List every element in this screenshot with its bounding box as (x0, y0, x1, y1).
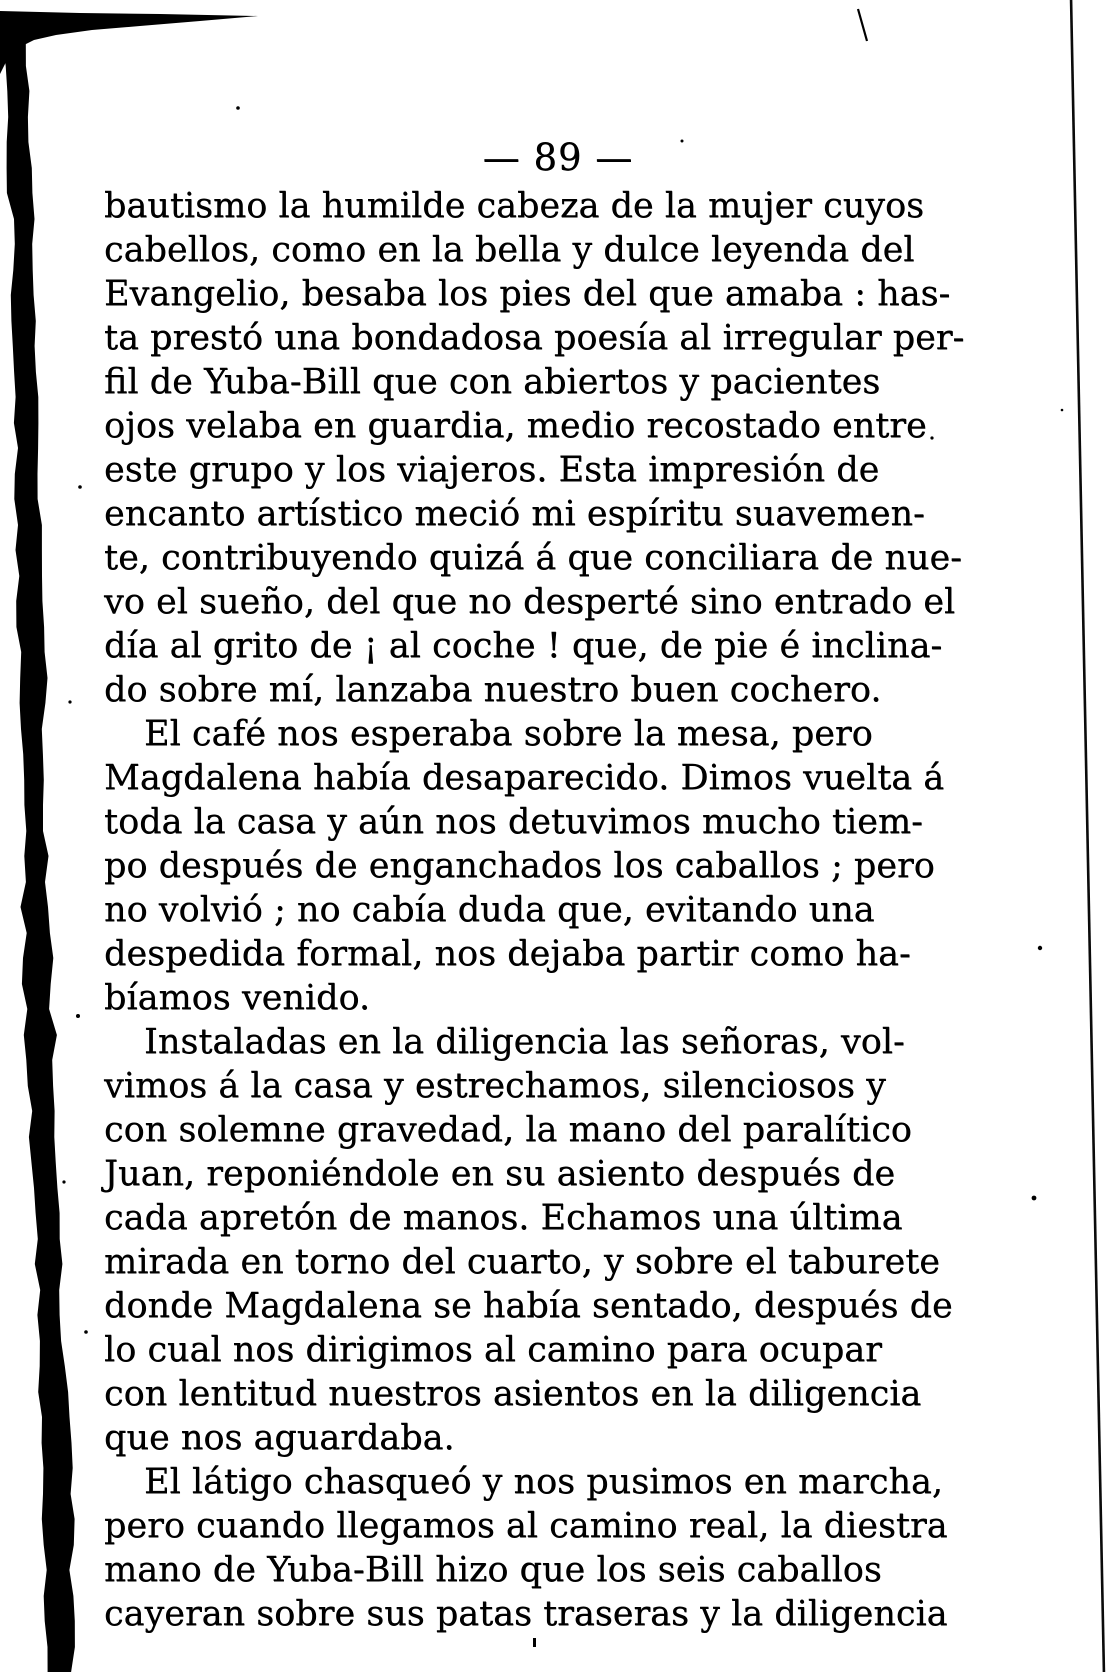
ink-speck (78, 485, 82, 489)
text-line: día al grito de ¡ al coche ! que, de pie é inclina- (104, 626, 943, 666)
text-line: fil de Yuba-Bill que con abiertos y pacientes (104, 362, 881, 402)
text-line: este grupo y los viajeros. Esta impresión de (104, 450, 880, 490)
text-line: encanto artístico meció mi espíritu suavemen- (104, 494, 925, 534)
text-line: Instaladas en la diligencia las señoras, vol- (144, 1022, 905, 1062)
ink-speck (68, 700, 71, 703)
text-line: ta prestó una bondadosa poesía al irregular per- (104, 318, 965, 358)
text-line: bíamos venido. (104, 978, 371, 1018)
text-line: con lentitud nuestros asientos en la diligencia (104, 1374, 922, 1414)
text-line: mano de Yuba-Bill hizo que los seis caballos (104, 1550, 882, 1590)
text-line: Magdalena había desaparecido. Dimos vuelta á (104, 758, 945, 798)
text-line: despedida formal, nos dejaba partir como ha- (104, 934, 911, 974)
text-line: Evangelio, besaba los pies del que amaba : has- (104, 274, 951, 314)
binding-shadow-strip (2, 40, 75, 1672)
text-line: lo cual nos dirigimos al camino para ocupar (104, 1330, 882, 1370)
text-line: no volvió ; no cabía duda que, evitando una (104, 890, 875, 930)
text-line: El café nos esperaba sobre la mesa, pero (144, 714, 873, 754)
text-line: con solemne gravedad, la mano del paralítico (104, 1110, 912, 1150)
page-edge-line (1071, 0, 1104, 1672)
text-line: pero cuando llegamos al camino real, la diestra (104, 1506, 948, 1546)
text-line: que nos aguardaba. (104, 1418, 455, 1458)
text-column (104, 184, 1012, 1636)
text-line: cada apretón de manos. Echamos una última (104, 1198, 903, 1238)
text-line: donde Magdalena se había sentado, después de (104, 1286, 953, 1326)
text-line: mirada en torno del cuarto, y sobre el taburete (104, 1242, 940, 1282)
text-line: ojos velaba en guardia, medio recostado entre (104, 406, 927, 446)
ink-speck (1038, 946, 1042, 950)
ink-speck (533, 1638, 536, 1647)
text-line: cayeran sobre sus patas traseras y la diligencia (104, 1594, 948, 1634)
text-line: te, contribuyendo quizá á que conciliara de nue- (104, 538, 963, 578)
text-line: cabellos, como en la bella y dulce leyenda del (104, 230, 915, 270)
text-line: toda la casa y aún nos detuvimos mucho tiem- (104, 802, 923, 842)
ink-speck (62, 1180, 65, 1183)
scratch-mark (858, 9, 867, 41)
ink-speck (76, 1014, 80, 1018)
text-line: Juan, reponiéndole en su asiento después de (104, 1154, 896, 1194)
ink-speck (236, 106, 240, 110)
text-line: vo el sueño, del que no desperté sino entrado el (104, 582, 956, 622)
text-line: do sobre mí, lanzaba nuestro buen cochero. (104, 670, 882, 710)
text-line: vimos á la casa y estrechamos, silenciosos y (104, 1066, 886, 1106)
text-line: El látigo chasqueó y nos pusimos en marcha, (144, 1462, 943, 1502)
text-line: bautismo la humilde cabeza de la mujer cuyos (104, 186, 925, 226)
binding-corner-wedge (0, 11, 258, 74)
ink-speck (1032, 1196, 1037, 1201)
page-number: — 89 — (482, 136, 634, 179)
text-line: po después de enganchados los caballos ; pero (104, 846, 935, 886)
ink-speck (84, 1330, 88, 1334)
ink-speck (1061, 409, 1064, 412)
